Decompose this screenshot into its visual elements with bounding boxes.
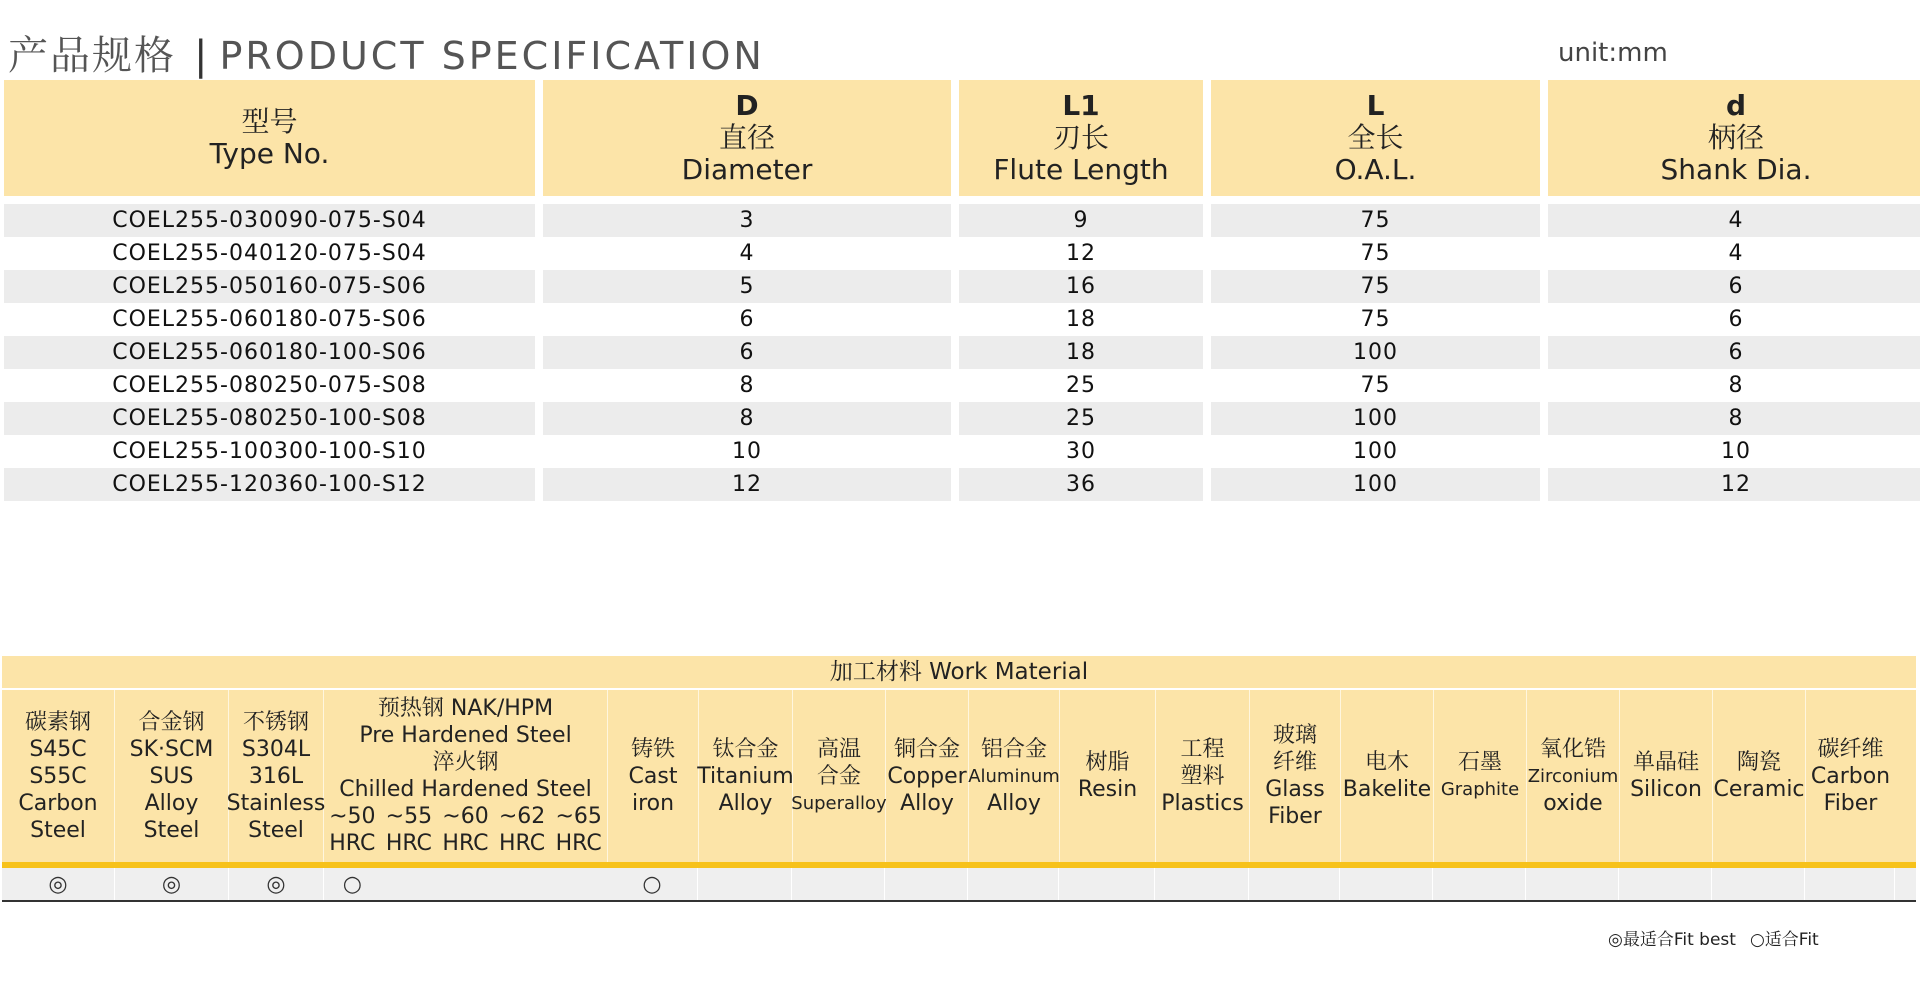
material-column	[226, 690, 326, 862]
header-symbol: L	[1366, 89, 1385, 122]
material-column	[1250, 690, 1341, 862]
material-label: 铜合金	[893, 736, 960, 762]
material-column	[886, 690, 969, 862]
material-label: Alloy	[900, 790, 954, 816]
header-en: O.A.L.	[1334, 153, 1417, 186]
material-label: 碳素钢	[24, 709, 91, 735]
material-label: Steel	[30, 817, 86, 843]
table-cell: 4	[543, 237, 951, 270]
table-cell: COEL255-040120-075-S04	[4, 237, 535, 270]
suitability-mark	[1340, 868, 1433, 900]
hrc-range: ~60	[442, 804, 489, 829]
table-row	[4, 204, 1920, 237]
spec-header-4	[1548, 80, 1920, 196]
header-cn: 全长	[1347, 121, 1404, 154]
suitability-mark	[1059, 868, 1155, 900]
material-label: iron	[631, 790, 675, 816]
table-row	[4, 336, 1920, 369]
hrc-unit: HRC	[329, 831, 376, 856]
spec-header-0	[4, 80, 535, 196]
table-row	[4, 237, 1920, 270]
table-cell: 36	[959, 468, 1203, 501]
material-column	[1620, 690, 1713, 862]
suitability-mark: ◎	[2, 868, 115, 900]
table-cell: 25	[959, 369, 1203, 402]
suitability-mark	[1619, 868, 1712, 900]
unit-label: unit:mm	[1558, 38, 1668, 68]
material-label: S55C	[29, 763, 87, 789]
suitability-mark: ○	[607, 868, 698, 900]
spec-header-2	[959, 80, 1203, 196]
table-cell: 18	[959, 336, 1203, 369]
suitability-mark	[1526, 868, 1619, 900]
material-label: Chilled Hardened Steel	[339, 777, 592, 802]
material-label: 树脂	[1085, 750, 1130, 775]
work-material-title: 加工材料 Work Material	[2, 656, 1916, 688]
material-column	[115, 690, 229, 862]
title-en: PRODUCT SPECIFICATION	[219, 34, 765, 78]
material-column	[324, 690, 608, 862]
header-cn: 刃长	[1052, 121, 1109, 154]
material-label: Aluminum	[968, 765, 1060, 787]
material-label: Graphite	[1440, 779, 1520, 800]
material-label: 工程	[1180, 736, 1225, 762]
material-label: Fiber	[1268, 804, 1322, 829]
material-label: Glass	[1265, 777, 1325, 802]
table-cell: 8	[543, 402, 951, 435]
spec-header-3	[1211, 80, 1540, 196]
suitability-mark: ◎	[229, 868, 324, 900]
suitability-mark	[381, 868, 438, 900]
suitability-mark	[1155, 868, 1249, 900]
material-column	[793, 690, 886, 862]
material-label: Cast	[628, 763, 678, 789]
table-cell: COEL255-100300-100-S10	[4, 435, 535, 468]
table-cell: COEL255-060180-075-S06	[4, 303, 535, 336]
hrc-range: ~50	[329, 804, 376, 829]
table-cell: 8	[1548, 369, 1920, 402]
material-column	[699, 690, 793, 862]
material-label: Bakelite	[1342, 777, 1432, 802]
material-label: Copper	[887, 763, 967, 789]
material-column	[969, 690, 1060, 862]
table-cell: 100	[1211, 468, 1540, 501]
material-label: 碳纤维	[1817, 736, 1884, 762]
table-cell: 16	[959, 270, 1203, 303]
table-row	[4, 270, 1920, 303]
title-cn: 产品规格	[8, 33, 176, 79]
hrc-range: ~55	[385, 804, 433, 829]
material-label: oxide	[1543, 790, 1603, 816]
table-cell: 6	[1548, 336, 1920, 369]
table-cell: 3	[543, 204, 951, 237]
table-cell: 75	[1211, 237, 1540, 270]
table-row	[4, 402, 1920, 435]
legend	[1608, 925, 1833, 950]
divider-bottom	[2, 900, 1916, 902]
table-cell: 10	[543, 435, 951, 468]
hrc-range: ~62	[498, 804, 546, 829]
material-column	[1806, 690, 1895, 862]
hrc-unit: HRC	[442, 831, 489, 856]
material-column	[1156, 690, 1250, 862]
table-cell: 5	[543, 270, 951, 303]
material-label: S45C	[29, 736, 87, 762]
table-cell: COEL255-080250-100-S08	[4, 402, 535, 435]
suitability-mark	[494, 868, 551, 900]
table-cell: 75	[1211, 369, 1540, 402]
suitability-mark	[698, 868, 792, 900]
table-cell: 12	[543, 468, 951, 501]
table-row	[4, 468, 1920, 501]
table-cell: 4	[1548, 237, 1920, 270]
material-column	[1713, 690, 1806, 862]
material-label: 单晶硅	[1632, 750, 1699, 775]
table-cell: 6	[1548, 303, 1920, 336]
material-label: Titanium	[697, 763, 794, 789]
material-label: Resin	[1077, 777, 1138, 802]
material-label: 合金	[816, 763, 861, 789]
material-label: 合金钢	[138, 709, 205, 735]
spec-header-row	[4, 80, 1920, 196]
header-cn: 直径	[718, 121, 775, 154]
spec-header-1	[543, 80, 951, 196]
table-cell: 4	[1548, 204, 1920, 237]
material-label: 陶瓷	[1736, 750, 1781, 775]
table-cell: 100	[1211, 435, 1540, 468]
suitability-mark	[885, 868, 968, 900]
material-column	[1434, 690, 1527, 862]
material-label: Carbon	[1810, 763, 1891, 789]
table-cell: COEL255-060180-100-S06	[4, 336, 535, 369]
table-row	[4, 369, 1920, 402]
material-label: 电木	[1364, 750, 1409, 775]
suitability-mark	[792, 868, 885, 900]
material-label: SK·SCM	[129, 736, 214, 762]
table-cell: 10	[1548, 435, 1920, 468]
material-label: 塑料	[1180, 763, 1225, 789]
material-label: 铝合金	[980, 736, 1047, 762]
header-en: Flute Length	[993, 153, 1169, 186]
suitability-mark	[1712, 868, 1805, 900]
suitability-mark: ○	[342, 871, 362, 897]
work-material-suitability-row	[2, 868, 1916, 900]
suitability-mark	[437, 868, 494, 900]
table-cell: 18	[959, 303, 1203, 336]
material-label: Alloy	[144, 790, 199, 816]
table-cell: COEL255-050160-075-S06	[4, 270, 535, 303]
table-cell: 6	[1548, 270, 1920, 303]
material-label: 高温	[816, 736, 861, 762]
suitability-mark	[968, 868, 1059, 900]
hrc-unit: HRC	[385, 831, 432, 856]
header-en: Diameter	[681, 153, 813, 186]
table-cell: 100	[1211, 336, 1540, 369]
spec-body	[4, 196, 1920, 501]
header-en: Shank Dia.	[1660, 153, 1812, 186]
material-column	[1527, 690, 1620, 862]
header-symbol: D	[735, 89, 759, 122]
material-label: 钛合金	[712, 736, 779, 762]
table-cell: 12	[1548, 468, 1920, 501]
table-cell: 8	[1548, 402, 1920, 435]
work-material-header	[2, 690, 1916, 862]
material-label: 玻璃	[1272, 723, 1317, 748]
table-cell: 8	[543, 369, 951, 402]
table-cell: 6	[543, 336, 951, 369]
suitability-mark	[550, 868, 607, 900]
title-separator: |	[194, 33, 210, 79]
material-label: S304L	[241, 736, 311, 762]
material-label: Fiber	[1823, 790, 1878, 816]
material-label: Superalloy	[791, 792, 887, 814]
material-label: 铸铁	[630, 736, 675, 762]
spec-table	[0, 80, 1920, 501]
material-column	[1341, 690, 1434, 862]
header-en: Type No.	[209, 137, 330, 170]
material-label: 316L	[248, 763, 304, 789]
table-cell: 100	[1211, 402, 1540, 435]
suitability-mark	[1249, 868, 1340, 900]
suitability-mark	[1805, 868, 1895, 900]
material-label: 纤维	[1272, 750, 1317, 775]
material-label: Zirconium	[1527, 765, 1619, 787]
hrc-unit: HRC	[555, 831, 602, 856]
header-cn: 柄径	[1707, 121, 1764, 154]
material-column	[2, 690, 115, 862]
table-cell: 75	[1211, 270, 1540, 303]
page-title	[8, 24, 765, 81]
table-cell: COEL255-030090-075-S04	[4, 204, 535, 237]
material-label: Steel	[248, 817, 304, 843]
material-label: Alloy	[718, 790, 773, 816]
material-label: 不锈钢	[242, 709, 309, 735]
material-label: 淬火钢	[432, 750, 499, 775]
material-label: Alloy	[987, 790, 1041, 816]
header-symbol: L1	[1062, 89, 1100, 122]
table-cell: 75	[1211, 204, 1540, 237]
material-label: 氧化锆	[1539, 736, 1606, 762]
header-cn: 型号	[241, 105, 298, 138]
table-row	[4, 435, 1920, 468]
header-symbol: d	[1725, 89, 1747, 122]
hrc-range: ~65	[555, 804, 602, 829]
material-label: SUS	[149, 763, 194, 789]
material-label: Plastics	[1161, 790, 1244, 816]
material-label: 石墨	[1457, 750, 1502, 775]
hrc-unit: HRC	[499, 831, 546, 856]
material-label: Carbon	[18, 790, 98, 816]
legend-best: ◎最适合Fit best	[1608, 930, 1736, 950]
table-row	[4, 303, 1920, 336]
material-label: Silicon	[1630, 777, 1702, 802]
legend-fit: ○适合Fit	[1749, 930, 1819, 950]
material-label: Stainless	[226, 790, 326, 816]
suitability-mark	[1433, 868, 1526, 900]
table-cell: 12	[959, 237, 1203, 270]
table-cell: COEL255-120360-100-S12	[4, 468, 535, 501]
material-column	[608, 690, 699, 862]
material-column	[1060, 690, 1156, 862]
material-label: Ceramic	[1713, 777, 1805, 802]
material-label: 预热钢 NAK/HPM	[377, 696, 554, 721]
table-cell: 25	[959, 402, 1203, 435]
suitability-mark: ◎	[115, 868, 229, 900]
material-label: Steel	[143, 817, 200, 843]
table-cell: 6	[543, 303, 951, 336]
material-label: Pre Hardened Steel	[359, 723, 572, 748]
table-cell: 30	[959, 435, 1203, 468]
table-cell: 75	[1211, 303, 1540, 336]
table-cell: 9	[959, 204, 1203, 237]
table-cell: COEL255-080250-075-S08	[4, 369, 535, 402]
